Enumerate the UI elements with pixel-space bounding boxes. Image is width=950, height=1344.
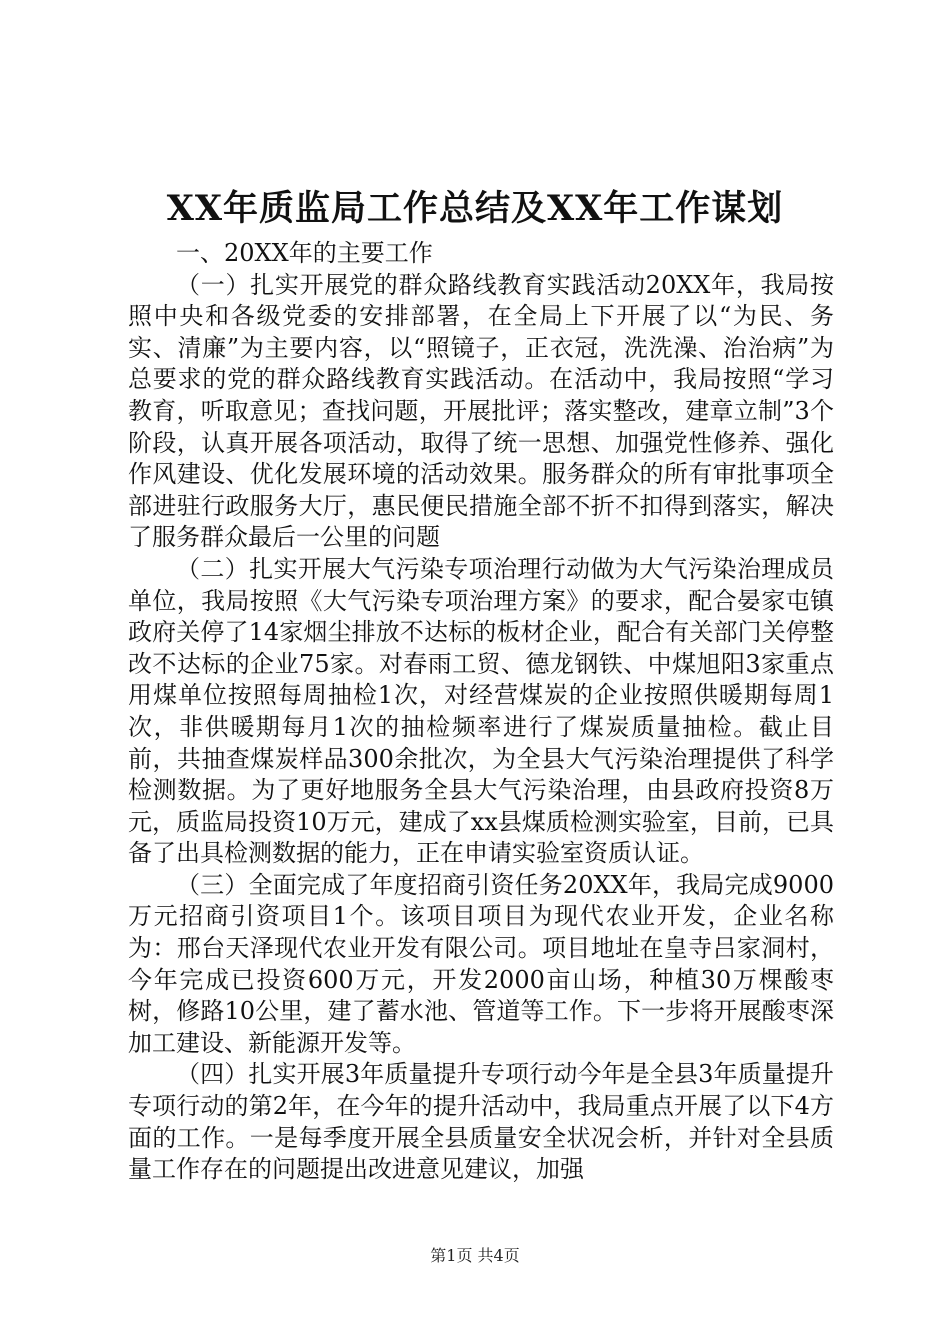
document-title: XX年质监局工作总结及XX年工作谋划 xyxy=(166,188,784,229)
paragraph-2: （二）扎实开展大气污染专项治理行动做为大气污染治理成员单位，我局按照《大气污染专项治理方案》的要求，配合晏家屯镇政府关停了14家烟尘排放不达标的板材企业，配合有关部门关停整改不达标的企业75家。对春雨工贸、德龙钢铁、中煤旭阳3家重点用煤单位按照每周抽检1次，对经营煤炭的企业按照供暖期每周1次，非供暖期每月1次的抽检频率进行了煤炭质量抽检。截止目前，共抽查煤炭样品300余批次，为全县大气污染治理提供了科学检测数据。为了更好地服务全县大气污染治理，由县政府投资8万元，质监局投资10万元，建成了xx县煤质检测实验室，目前，已具备了出具检测数据的能力，正在申请实验室资质认证。 xyxy=(128,554,834,868)
section-heading: 一、20XX年的主要工作 xyxy=(176,239,433,267)
paragraph-4: （四）扎实开展3年质量提升专项行动今年是全县3年质量提升专项行动的第2年，在今年的提升活动中，我局重点开展了以下4方面的工作。一是每季度开展全县质量安全状况会析，并针对全县质量工作存在的问题提出改进意见建议，加强 xyxy=(128,1060,834,1184)
page-footer xyxy=(0,1244,950,1268)
page-total: 共4页 xyxy=(477,1246,520,1265)
paragraph-3: （三）全面完成了年度招商引资任务20XX年，我局完成9000万元招商引资项目1个。该项目项目为现代农业开发，企业名称为：邢台天泽现代农业开发有限公司。项目地址在皇寺吕家洞村，今年完成已投资600万元，开发2000亩山场，种植30万棵酸枣树，修路10公里，建了蓄水池、管道等工作。下一步将开展酸枣深加工建设、新能源开发等。 xyxy=(128,870,834,1057)
paragraph-1: （一）扎实开展党的群众路线教育实践活动20XX年，我局按照中央和各级党委的安排部署，在全局上下开展了以“为民、务实、清廉”为主要内容，以“照镜子，正衣冠，洗洗澡、治治病”为总要求的党的群众路线教育实践活动。在活动中，我局按照“学习教育，听取意见；查找问题，开展批评；落实整改，建章立制”3个阶段，认真开展各项活动，取得了统一思想、加强党性修养、强化作风建设、优化发展环境的活动效果。服务群众的所有审批事项全部进驻行政服务大厅，惠民便民措施全部不折不扣得到落实，解决了服务群众最后一公里的问题 xyxy=(128,270,834,552)
page-number: 第1页 xyxy=(430,1246,473,1265)
document-body xyxy=(128,238,834,1186)
